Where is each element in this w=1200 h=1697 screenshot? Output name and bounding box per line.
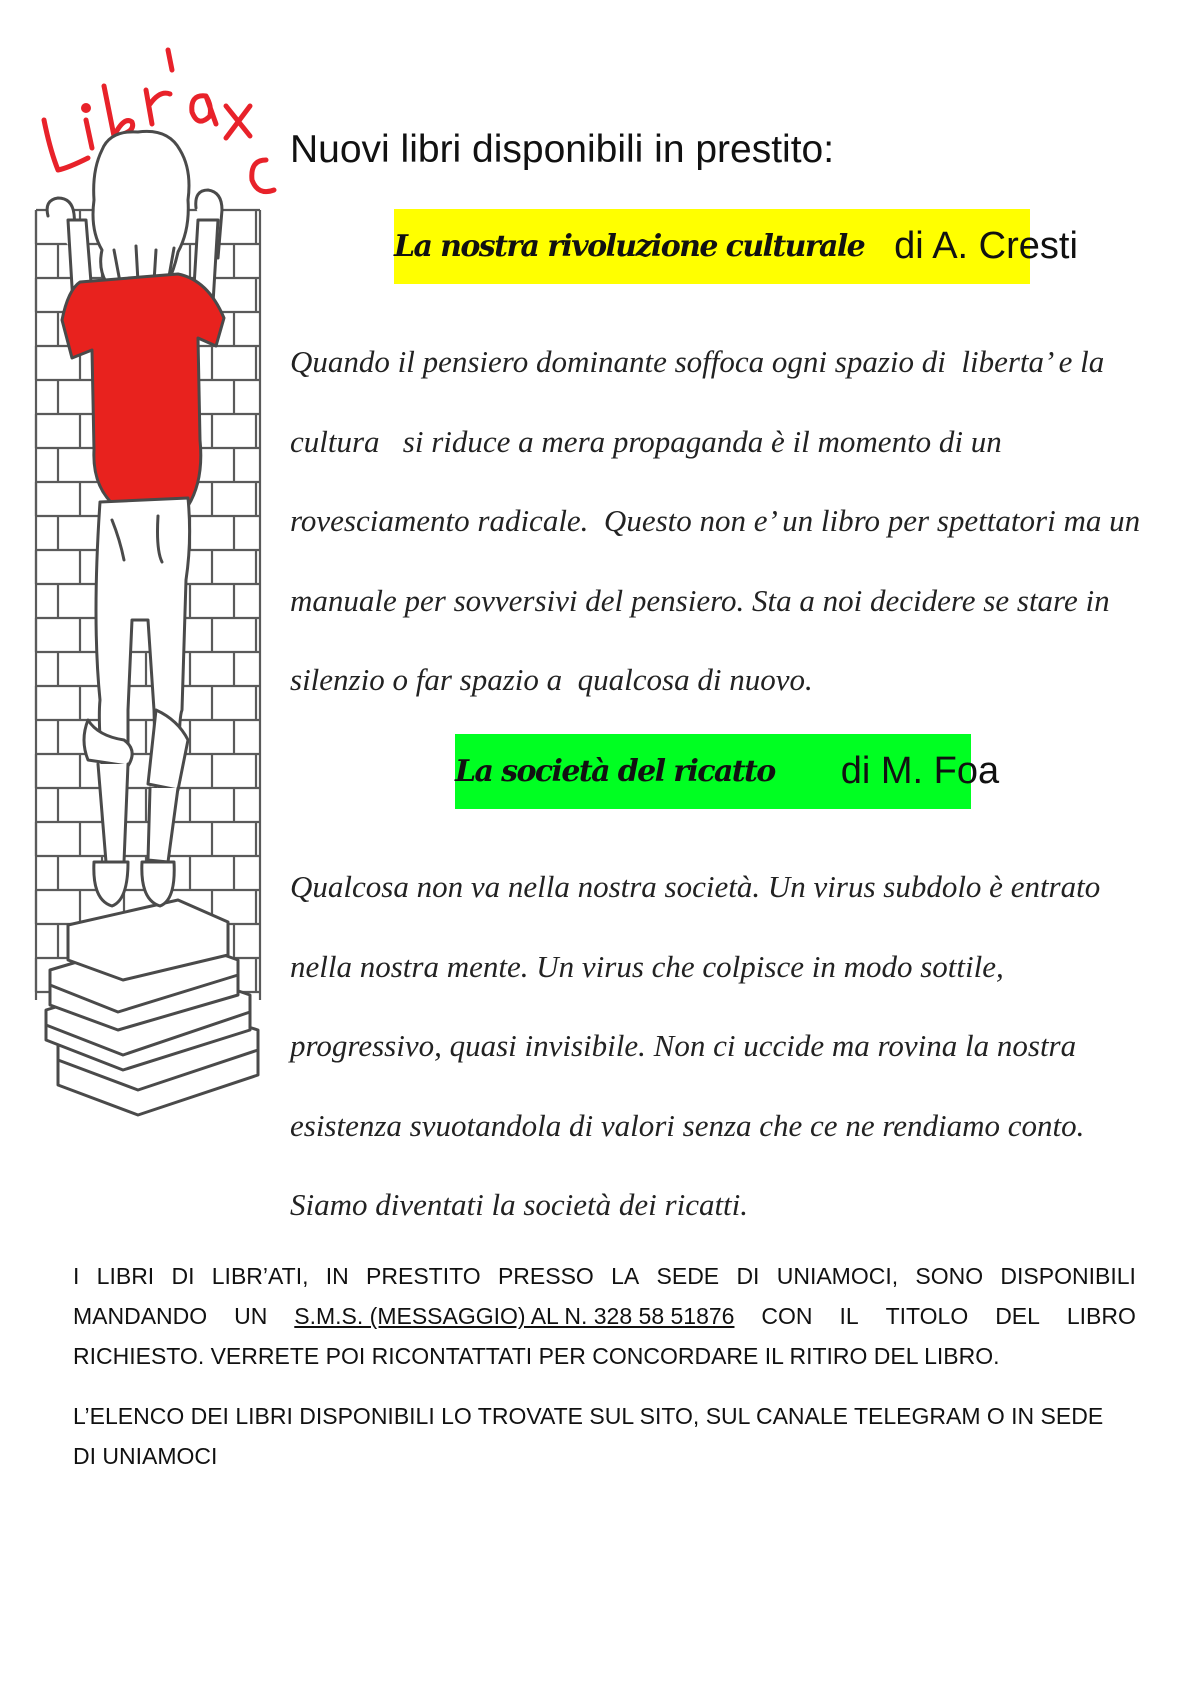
- book-list-info: [73, 1396, 1136, 1476]
- info-word: LIBRI: [96, 1263, 155, 1289]
- book-author: di A. Cresti: [894, 225, 1078, 267]
- info-word: UNIAMOCI,: [776, 1263, 899, 1289]
- book-title: La società del ricatto: [455, 754, 775, 789]
- description-line: cultura si riduce a mera propaganda è il momento di un: [290, 423, 1002, 459]
- description-line: Qualcosa non va nella nostra società. Un virus subdolo è entrato: [290, 869, 1101, 904]
- info-word: CON: [761, 1303, 813, 1329]
- info-line: [73, 1296, 1136, 1336]
- info-word: LIBR’ATI,: [211, 1263, 309, 1289]
- book-stack: [46, 900, 258, 1115]
- info-word: PRESTITO: [366, 1263, 481, 1289]
- info-line: RICHIESTO. VERRETE POI RICONTATTATI PER CONCORDARE IL RITIRO DEL LIBRO.: [73, 1343, 1000, 1369]
- lending-info: [73, 1256, 1136, 1376]
- book-description: [290, 322, 1140, 720]
- info-word: IL: [839, 1303, 859, 1329]
- book-author: di M. Foa: [840, 750, 1000, 792]
- child-figure: [47, 131, 224, 906]
- info-line: DI UNIAMOCI: [73, 1443, 218, 1469]
- info-word: DISPONIBILI: [1000, 1263, 1136, 1289]
- book-description: [290, 847, 1100, 1245]
- book-banner: [455, 734, 1000, 809]
- info-word: I: [73, 1263, 80, 1289]
- info-line: L’ELENCO DEI LIBRI DISPONIBILI LO TROVATE SUL SITO, SUL CANALE TELEGRAM O IN SEDE: [73, 1403, 1104, 1429]
- description-line: nella nostra mente. Un virus che colpisce in modo sottile,: [290, 948, 1004, 984]
- librati-logo-illustration: [28, 20, 278, 1170]
- book-banner: [394, 209, 1078, 284]
- info-word: TITOLO: [885, 1303, 969, 1329]
- description-line: rovesciamento radicale. Questo non e’ un libro per spettatori ma un: [290, 503, 1141, 538]
- book-title: La nostra rivoluzione culturale: [394, 229, 865, 264]
- info-word: MANDANDO: [73, 1303, 208, 1329]
- info-word: DI: [171, 1263, 195, 1289]
- info-word: SEDE: [656, 1263, 720, 1289]
- info-word: UN: [234, 1303, 268, 1329]
- info-word: DI: [736, 1263, 760, 1289]
- description-line: esistenza svuotandola di valori senza che ce ne rendiamo conto.: [290, 1107, 1085, 1143]
- page-heading: Nuovi libri disponibili in prestito:: [290, 128, 835, 171]
- info-word: LIBRO: [1066, 1303, 1136, 1329]
- description-line: silenzio o far spazio a qualcosa di nuovo.: [290, 662, 813, 697]
- info-word: SONO: [915, 1263, 984, 1289]
- info-word: LA: [611, 1263, 640, 1289]
- sms-number: S.M.S. (MESSAGGIO) AL N. 328 58 51876: [294, 1303, 735, 1329]
- description-line: manuale per sovversivi del pensiero. Sta a noi decidere se stare in: [290, 582, 1110, 618]
- info-word: DEL: [995, 1303, 1040, 1329]
- info-line: [73, 1256, 1136, 1296]
- info-word: IN: [325, 1263, 349, 1289]
- description-line: progressivo, quasi invisibile. Non ci uccide ma rovina la nostra: [290, 1028, 1077, 1063]
- info-word: PRESSO: [497, 1263, 594, 1289]
- description-line: Quando il pensiero dominante soffoca ogni spazio di liberta’ e la: [290, 344, 1105, 379]
- description-line: Siamo diventati la società dei ricatti.: [290, 1187, 749, 1222]
